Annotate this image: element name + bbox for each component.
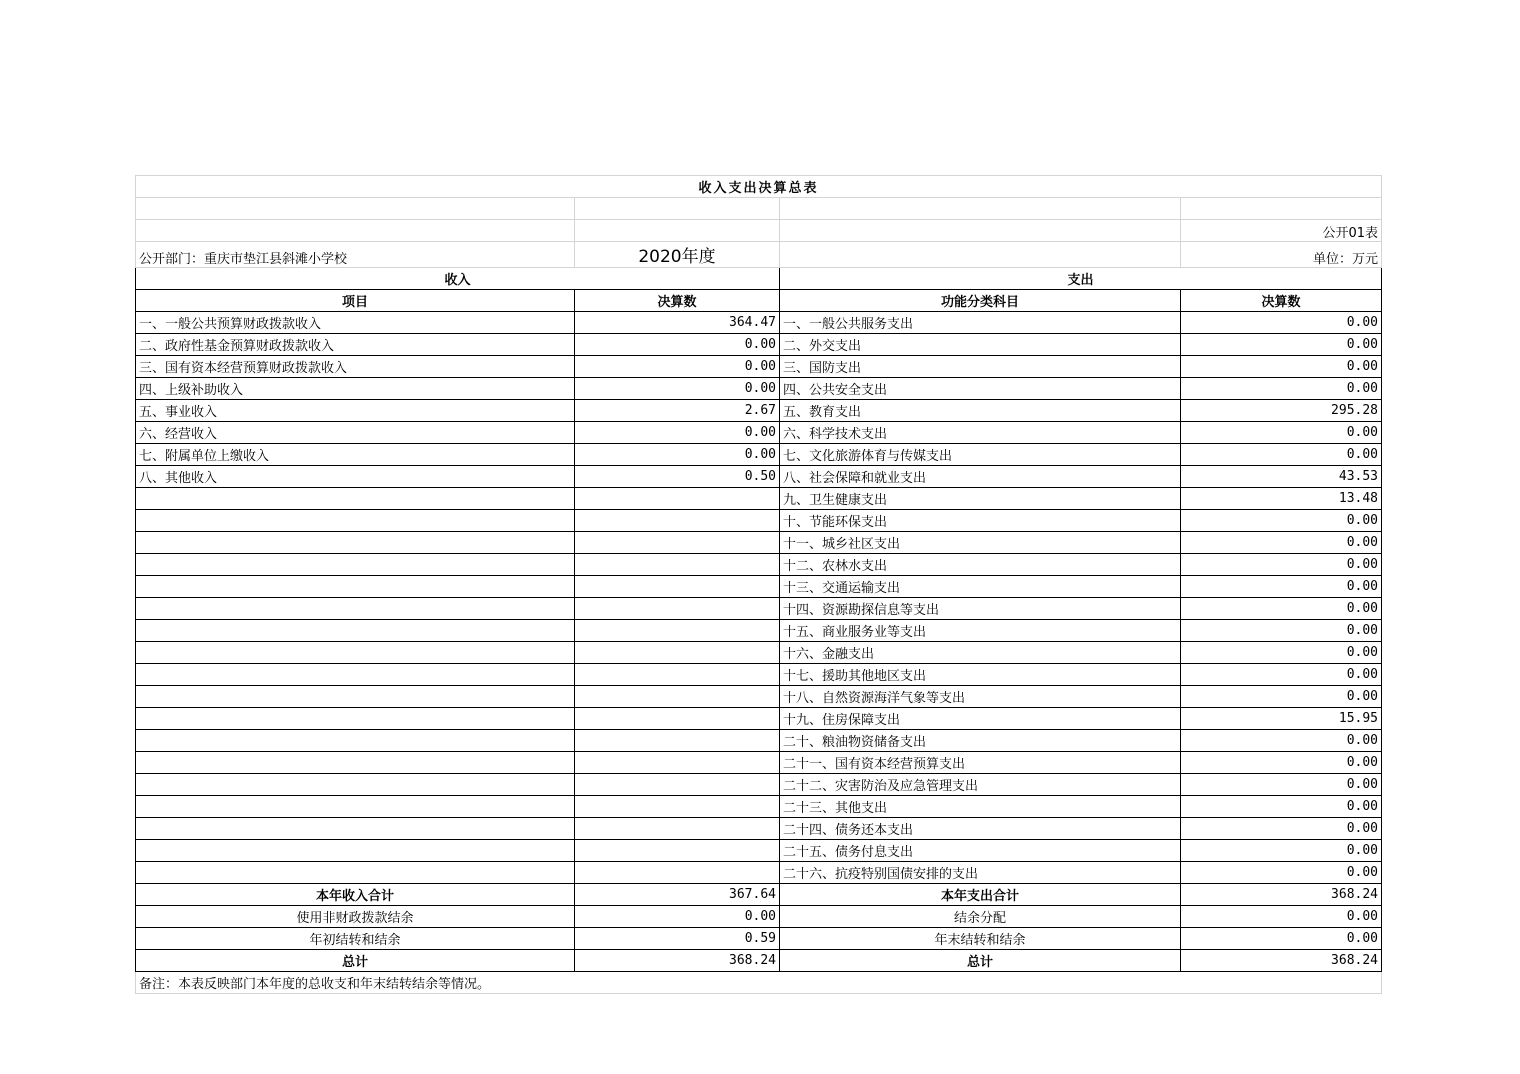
income-item-value [575, 796, 780, 818]
fiscal-year: 2020年度 [575, 242, 780, 268]
summary-expense-label: 本年支出合计 [780, 884, 1181, 906]
expense-item-label: 十二、农林水支出 [780, 554, 1181, 576]
table-row [136, 334, 1382, 356]
income-item-label [136, 510, 575, 532]
table-row [136, 664, 1382, 686]
income-item-value [575, 576, 780, 598]
income-item-label [136, 576, 575, 598]
income-item-value: 0.00 [575, 356, 780, 378]
table-row [136, 422, 1382, 444]
summary-row [136, 884, 1382, 906]
income-item-label [136, 774, 575, 796]
income-item-label [136, 752, 575, 774]
expense-item-value: 13.48 [1181, 488, 1382, 510]
income-item-value: 0.00 [575, 334, 780, 356]
expense-item-label: 二十五、债务付息支出 [780, 840, 1181, 862]
income-item-label: 六、经营收入 [136, 422, 575, 444]
income-item-label [136, 708, 575, 730]
table-row [136, 686, 1382, 708]
income-item-value [575, 752, 780, 774]
income-item-label: 一、一般公共预算财政拨款收入 [136, 312, 575, 334]
expense-item-label: 十三、交通运输支出 [780, 576, 1181, 598]
income-item-value [575, 488, 780, 510]
income-item-label [136, 554, 575, 576]
table-row [136, 730, 1382, 752]
expense-item-label: 五、教育支出 [780, 400, 1181, 422]
expense-item-label: 二十六、抗疫特别国债安排的支出 [780, 862, 1181, 884]
expense-item-label: 十八、自然资源海洋气象等支出 [780, 686, 1181, 708]
summary-expense-value: 368.24 [1181, 950, 1382, 972]
column-header-function: 功能分类科目 [780, 290, 1181, 312]
summary-income-label: 使用非财政拨款结余 [136, 906, 575, 928]
summary-expense-value: 0.00 [1181, 906, 1382, 928]
income-item-label [136, 664, 575, 686]
expense-item-value: 0.00 [1181, 620, 1382, 642]
income-item-label [136, 686, 575, 708]
expense-item-value: 0.00 [1181, 532, 1382, 554]
income-item-value [575, 708, 780, 730]
expense-item-value: 15.95 [1181, 708, 1382, 730]
table-row [136, 400, 1382, 422]
table-row [136, 576, 1382, 598]
income-item-value [575, 620, 780, 642]
table-row [136, 796, 1382, 818]
expense-item-label: 十一、城乡社区支出 [780, 532, 1181, 554]
expense-item-value: 0.00 [1181, 444, 1382, 466]
expense-item-label: 二十三、其他支出 [780, 796, 1181, 818]
expense-item-value: 0.00 [1181, 598, 1382, 620]
expense-item-value: 0.00 [1181, 840, 1382, 862]
summary-row [136, 906, 1382, 928]
expense-item-value: 0.00 [1181, 752, 1382, 774]
income-expense-table [135, 175, 1382, 994]
income-item-value [575, 774, 780, 796]
income-item-value [575, 510, 780, 532]
expense-item-value: 0.00 [1181, 378, 1382, 400]
income-item-label: 七、附属单位上缴收入 [136, 444, 575, 466]
income-item-value: 2.67 [575, 400, 780, 422]
summary-income-value: 0.59 [575, 928, 780, 950]
income-item-label [136, 840, 575, 862]
table-row [136, 840, 1382, 862]
expense-item-label: 十九、住房保障支出 [780, 708, 1181, 730]
table-row [136, 312, 1382, 334]
table-row [136, 378, 1382, 400]
expense-item-value: 0.00 [1181, 312, 1382, 334]
expense-item-value: 0.00 [1181, 356, 1382, 378]
table-row [136, 620, 1382, 642]
unit-label: 单位：万元 [1181, 242, 1382, 268]
income-item-value [575, 686, 780, 708]
income-item-label: 八、其他收入 [136, 466, 575, 488]
summary-expense-label: 结余分配 [780, 906, 1181, 928]
summary-income-label: 本年收入合计 [136, 884, 575, 906]
expense-item-value: 0.00 [1181, 576, 1382, 598]
column-header-amount2: 决算数 [1181, 290, 1382, 312]
expense-item-label: 六、科学技术支出 [780, 422, 1181, 444]
expense-item-value: 0.00 [1181, 774, 1382, 796]
summary-income-value: 367.64 [575, 884, 780, 906]
expense-item-value: 0.00 [1181, 422, 1382, 444]
expense-item-value: 0.00 [1181, 796, 1382, 818]
final-accounts-sheet [135, 175, 1381, 994]
expense-item-label: 十六、金融支出 [780, 642, 1181, 664]
column-header-amount: 决算数 [575, 290, 780, 312]
table-row [136, 488, 1382, 510]
table-row [136, 752, 1382, 774]
expense-item-value: 0.00 [1181, 510, 1382, 532]
expense-item-value: 0.00 [1181, 334, 1382, 356]
income-item-value: 364.47 [575, 312, 780, 334]
summary-expense-label: 总计 [780, 950, 1181, 972]
page-title: 收入支出决算总表 [136, 176, 1382, 198]
table-row [136, 510, 1382, 532]
income-item-label [136, 862, 575, 884]
table-row [136, 598, 1382, 620]
table-row [136, 774, 1382, 796]
summary-income-value: 0.00 [575, 906, 780, 928]
expense-item-label: 十、节能环保支出 [780, 510, 1181, 532]
income-item-value: 0.00 [575, 378, 780, 400]
column-header-item: 项目 [136, 290, 575, 312]
table-row [136, 708, 1382, 730]
table-row [136, 862, 1382, 884]
income-item-label [136, 642, 575, 664]
income-section-header: 收入 [136, 268, 780, 290]
expense-item-label: 十七、援助其他地区支出 [780, 664, 1181, 686]
income-item-label [136, 598, 575, 620]
income-item-label [136, 818, 575, 840]
summary-expense-value: 0.00 [1181, 928, 1382, 950]
expense-item-label: 十四、资源勘探信息等支出 [780, 598, 1181, 620]
expense-item-label: 二、外交支出 [780, 334, 1181, 356]
income-item-value [575, 598, 780, 620]
expense-item-value: 0.00 [1181, 664, 1382, 686]
income-item-value [575, 730, 780, 752]
income-item-label: 三、国有资本经营预算财政拨款收入 [136, 356, 575, 378]
income-item-value: 0.00 [575, 444, 780, 466]
expense-item-value: 0.00 [1181, 642, 1382, 664]
summary-income-label: 年初结转和结余 [136, 928, 575, 950]
expense-item-value: 0.00 [1181, 730, 1382, 752]
expense-item-label: 七、文化旅游体育与传媒支出 [780, 444, 1181, 466]
summary-row [136, 950, 1382, 972]
expense-item-label: 一、一般公共服务支出 [780, 312, 1181, 334]
income-item-value [575, 840, 780, 862]
expense-item-value: 0.00 [1181, 686, 1382, 708]
expense-item-value: 0.00 [1181, 554, 1382, 576]
table-row [136, 554, 1382, 576]
income-item-label: 五、事业收入 [136, 400, 575, 422]
income-item-label [136, 796, 575, 818]
table-row [136, 818, 1382, 840]
summary-income-value: 368.24 [575, 950, 780, 972]
income-item-value [575, 554, 780, 576]
expense-item-value: 295.28 [1181, 400, 1382, 422]
expense-item-label: 八、社会保障和就业支出 [780, 466, 1181, 488]
income-item-label: 二、政府性基金预算财政拨款收入 [136, 334, 575, 356]
expense-item-label: 二十、粮油物资储备支出 [780, 730, 1181, 752]
table-row [136, 356, 1382, 378]
expense-item-label: 二十二、灾害防治及应急管理支出 [780, 774, 1181, 796]
income-item-value [575, 532, 780, 554]
income-item-label [136, 620, 575, 642]
table-row [136, 642, 1382, 664]
table-row [136, 532, 1382, 554]
income-item-label [136, 730, 575, 752]
expense-item-label: 三、国防支出 [780, 356, 1181, 378]
department-label: 公开部门：重庆市垫江县斜滩小学校 [136, 242, 575, 268]
income-item-value [575, 642, 780, 664]
summary-expense-label: 年末结转和结余 [780, 928, 1181, 950]
expense-item-value: 43.53 [1181, 466, 1382, 488]
income-item-value [575, 862, 780, 884]
summary-expense-value: 368.24 [1181, 884, 1382, 906]
expense-item-value: 0.00 [1181, 862, 1382, 884]
table-row [136, 444, 1382, 466]
footnote: 备注：本表反映部门本年度的总收支和年末结转结余等情况。 [136, 972, 1382, 994]
expense-item-label: 十五、商业服务业等支出 [780, 620, 1181, 642]
income-item-value [575, 664, 780, 686]
income-item-label: 四、上级补助收入 [136, 378, 575, 400]
expense-item-label: 四、公共安全支出 [780, 378, 1181, 400]
summary-income-label: 总计 [136, 950, 575, 972]
expense-item-value: 0.00 [1181, 818, 1382, 840]
income-item-label [136, 532, 575, 554]
form-number: 公开01表 [1181, 220, 1382, 242]
summary-row [136, 928, 1382, 950]
table-row [136, 466, 1382, 488]
expense-item-label: 九、卫生健康支出 [780, 488, 1181, 510]
expense-section-header: 支出 [780, 268, 1382, 290]
expense-item-label: 二十四、债务还本支出 [780, 818, 1181, 840]
income-item-value: 0.50 [575, 466, 780, 488]
expense-item-label: 二十一、国有资本经营预算支出 [780, 752, 1181, 774]
income-item-value: 0.00 [575, 422, 780, 444]
income-item-value [575, 818, 780, 840]
income-item-label [136, 488, 575, 510]
